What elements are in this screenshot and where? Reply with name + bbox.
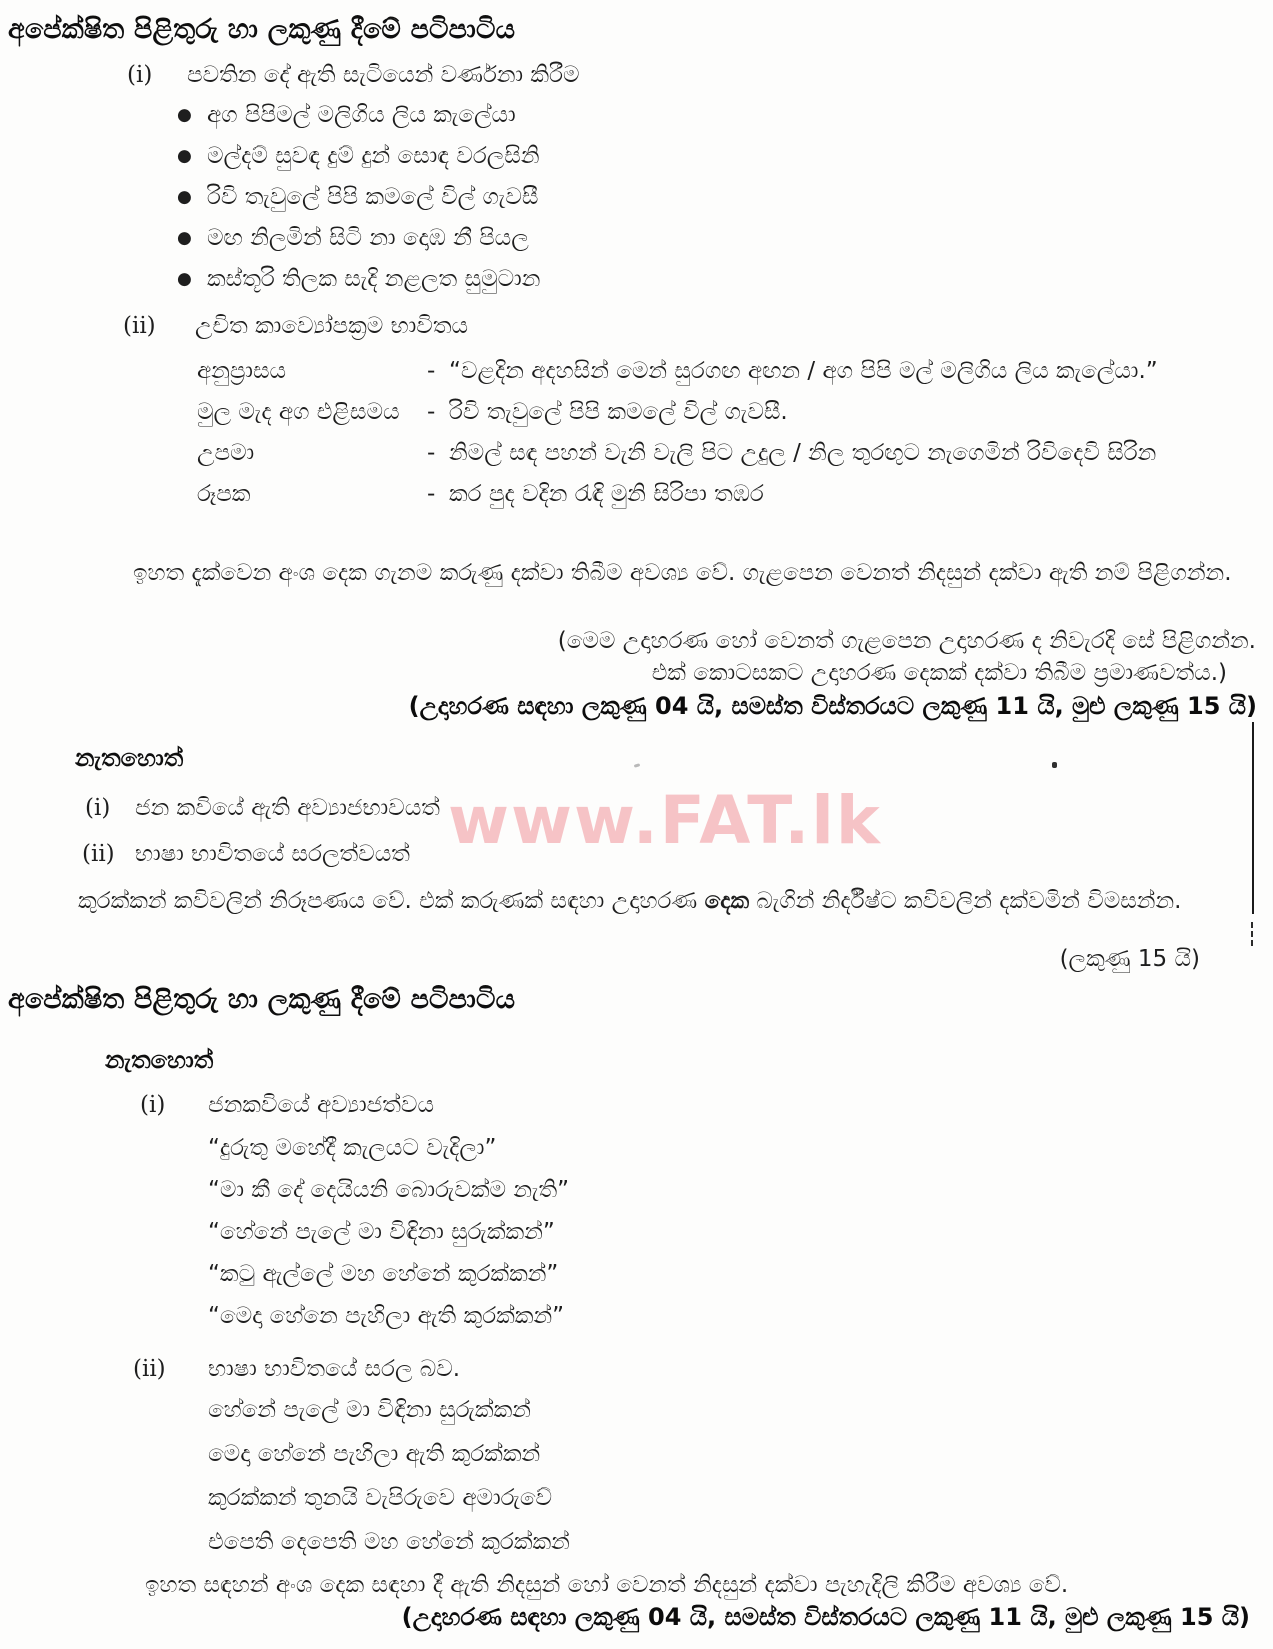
alt1-heading: නැතහොත්	[75, 744, 184, 772]
bullet-text: මඟ නිලමින් සිටි නා දොඹ නී පියල	[207, 225, 529, 251]
bullet-item	[177, 183, 540, 211]
scan-speck	[634, 763, 641, 767]
section1-item-ii	[123, 313, 468, 339]
alt1-marks-line: (ලකුණු 15 යි)	[1059, 946, 1200, 972]
section2-closing-line: ඉහත සඳහන් අංශ දෙක සඳහා දී ඇති නිදසුන් හෝ වෙනත් නිදසුන් දක්වා පැහැදිලි කිරීම අවශ්‍ය වේ.	[145, 1572, 1069, 1598]
section1-item-i	[127, 62, 580, 88]
poem-line: “දුරුතු මහේදී කැලයට වැදිලා”	[208, 1135, 497, 1161]
bullet-text: රිවි තැවුලේ පිපි කමලේ විල් ගැවසී	[207, 184, 539, 210]
item-number: (i)	[127, 62, 153, 88]
scan-speck	[1052, 762, 1057, 768]
section2-item-i	[140, 1092, 434, 1118]
device-text: “වළදින අදහසින් මෙන් සුරගඟ අඟන / අග පිපි මල් මලිගිය ලිය කැලේයා.”	[449, 358, 1158, 384]
item-number: (ii)	[123, 313, 156, 339]
bullet-icon: ●	[177, 146, 192, 166]
device-label: මුල මැද අග එළිසමය	[197, 399, 400, 425]
note-line: (මෙම උදාහරණ හෝ වෙනත් ගැළපෙන උදාහරණ ද නිවැරදි සේ පිළිගන්න.	[557, 628, 1256, 654]
item-number: (i)	[85, 795, 111, 821]
device-text: රිවි තැවුලේ පිපි කමලේ විල් ගැවසී.	[449, 399, 788, 425]
poetic-device-table	[197, 356, 1158, 520]
bullet-icon: ●	[177, 105, 192, 125]
paragraph-text: කුරක්කන් කවිවලින් නිරූපණය වේ. එක් කරුණක් සඳහා උදාහරණ	[78, 888, 705, 914]
bullet-list	[177, 101, 540, 306]
section1-heading: අපේක්ෂිත පිළිතුරු හා ලකුණු දීමේ පටිපාටිය	[8, 14, 516, 45]
device-text: කර පුද වදින රැඳි මුනි සිරිපා තඹර	[449, 481, 764, 507]
poem-line: කුරක්කන් තුනයි වැපිරුවෙ අමාරුවේ	[208, 1485, 553, 1511]
item-title: භාෂා භාවිතයේ සරල බව.	[208, 1356, 461, 1382]
bullet-icon: ●	[177, 269, 192, 289]
item-title: උචිත කාව්‍යෝපක්‍රම භාවිතය	[195, 313, 469, 339]
item-text: භාෂා භාවිතයේ සරලත්වයත්	[135, 841, 410, 867]
device-row	[197, 397, 1158, 427]
device-label: අනුප්‍රාසය	[197, 358, 287, 384]
poem-line: “මෙදා හේනෙ පැහිලා ඇති කුරක්කන්”	[208, 1303, 565, 1329]
bullet-item	[177, 265, 540, 293]
poem-line: එපෙති දෙපෙති මහ හේනේ කුරක්කන්	[208, 1529, 570, 1555]
section2-item-ii-poem	[208, 1396, 570, 1572]
section2-item-ii	[133, 1356, 460, 1382]
poem-line: “කටු ඇල්ලේ මහ හේනේ කුරක්කන්”	[208, 1261, 559, 1287]
bullet-item	[177, 142, 540, 170]
alt1-item-i	[85, 795, 440, 821]
section1-marks-line: (උදාහරණ සඳහා ලකුණු 04 යි, සමස්ත විස්තරයට ලකුණු 11 යි, මුළු ලකුණු 15 යි)	[408, 692, 1257, 720]
device-row	[197, 479, 1158, 509]
device-row	[197, 356, 1158, 386]
section2-item-i-poem	[208, 1134, 569, 1344]
bullet-text: කස්තූරි තිලක සැදි නළලත සුමුටාන	[207, 266, 541, 292]
device-label: රූපක	[197, 481, 251, 507]
device-dash: -	[427, 358, 436, 384]
section1-paragraph: ඉහත දැක්වෙන අංශ දෙක ගැනම කරුණු දක්වා තිබීම අවශ්‍ය වේ. ගැළපෙන වෙනත් නිදසුන් දක්වා ඇති නම් පිළිගන්න.	[133, 560, 1232, 586]
bullet-text: අග පිපිමල් මලිගිය ලිය කැලේයා	[207, 102, 516, 128]
paragraph-bold-word: දෙක	[704, 888, 750, 914]
note-line: එක් කොටසකට උදාහරණ දෙකක් දක්වා තිබීම ප්‍රමාණවත්ය.)	[651, 660, 1227, 686]
scan-margin-line-dashed	[1251, 922, 1255, 946]
bullet-item	[177, 224, 540, 252]
device-dash: -	[427, 440, 436, 466]
item-title: ජනකවියේ අව්‍යාජත්වය	[208, 1092, 434, 1118]
section2-heading: අපේක්ෂිත පිළිතුරු හා ලකුණු දීමේ පටිපාටිය	[8, 984, 516, 1015]
device-dash: -	[427, 399, 436, 425]
item-number: (ii)	[82, 841, 115, 867]
alt1-item-ii	[82, 841, 410, 867]
section2-marks-line: (උදාහරණ සඳහා ලකුණු 04 යි, සමස්ත විස්තරයට ලකුණු 11 යි, මුළු ලකුණු 15 යි)	[401, 1603, 1250, 1631]
device-row	[197, 438, 1158, 468]
bullet-item	[177, 101, 540, 129]
item-number: (i)	[140, 1092, 166, 1118]
bullet-icon: ●	[177, 187, 192, 207]
device-dash: -	[427, 481, 436, 507]
item-number: (ii)	[133, 1356, 166, 1382]
watermark: www.FAT.lk	[448, 782, 882, 859]
item-text: ජන කවියේ ඇති අව්‍යාජභාවයත්	[135, 795, 440, 821]
bullet-icon: ●	[177, 228, 192, 248]
poem-line: හේනේ පැලේ මා විඳිනා සුරුක්කන්	[208, 1397, 531, 1423]
alt1-paragraph	[78, 884, 1254, 918]
item-title: පවතින දේ ඇති සැටියෙන් වර්ණනා කිරීම	[187, 62, 580, 88]
bullet-text: මල්දම් සුවඳ දුම් දුන් සොඳ වරලසිනි	[207, 143, 540, 169]
section2-subheading: නැතහොත්	[105, 1046, 214, 1074]
poem-line: “මා කී දේ දෙයියනි බොරුවක්ම නැති”	[208, 1177, 570, 1203]
poem-line: මෙදා හේනේ පැහිලා ඇති කුරක්කන්	[208, 1441, 541, 1467]
device-label: උපමා	[197, 440, 255, 466]
device-text: නිමල් සඳ පහන් වැනි වැලි පිට උදුල / නිල තුරඟුට නැගෙමින් රිවිදෙවි සිරින	[449, 440, 1157, 466]
paragraph-text: බැගින් නිර්දීෂ්ට කවිවලින් දක්වමින් විමසන්න.	[749, 888, 1182, 914]
poem-line: “හේනේ පැලේ මා විඳිනා සුරුක්කන්”	[208, 1219, 555, 1245]
